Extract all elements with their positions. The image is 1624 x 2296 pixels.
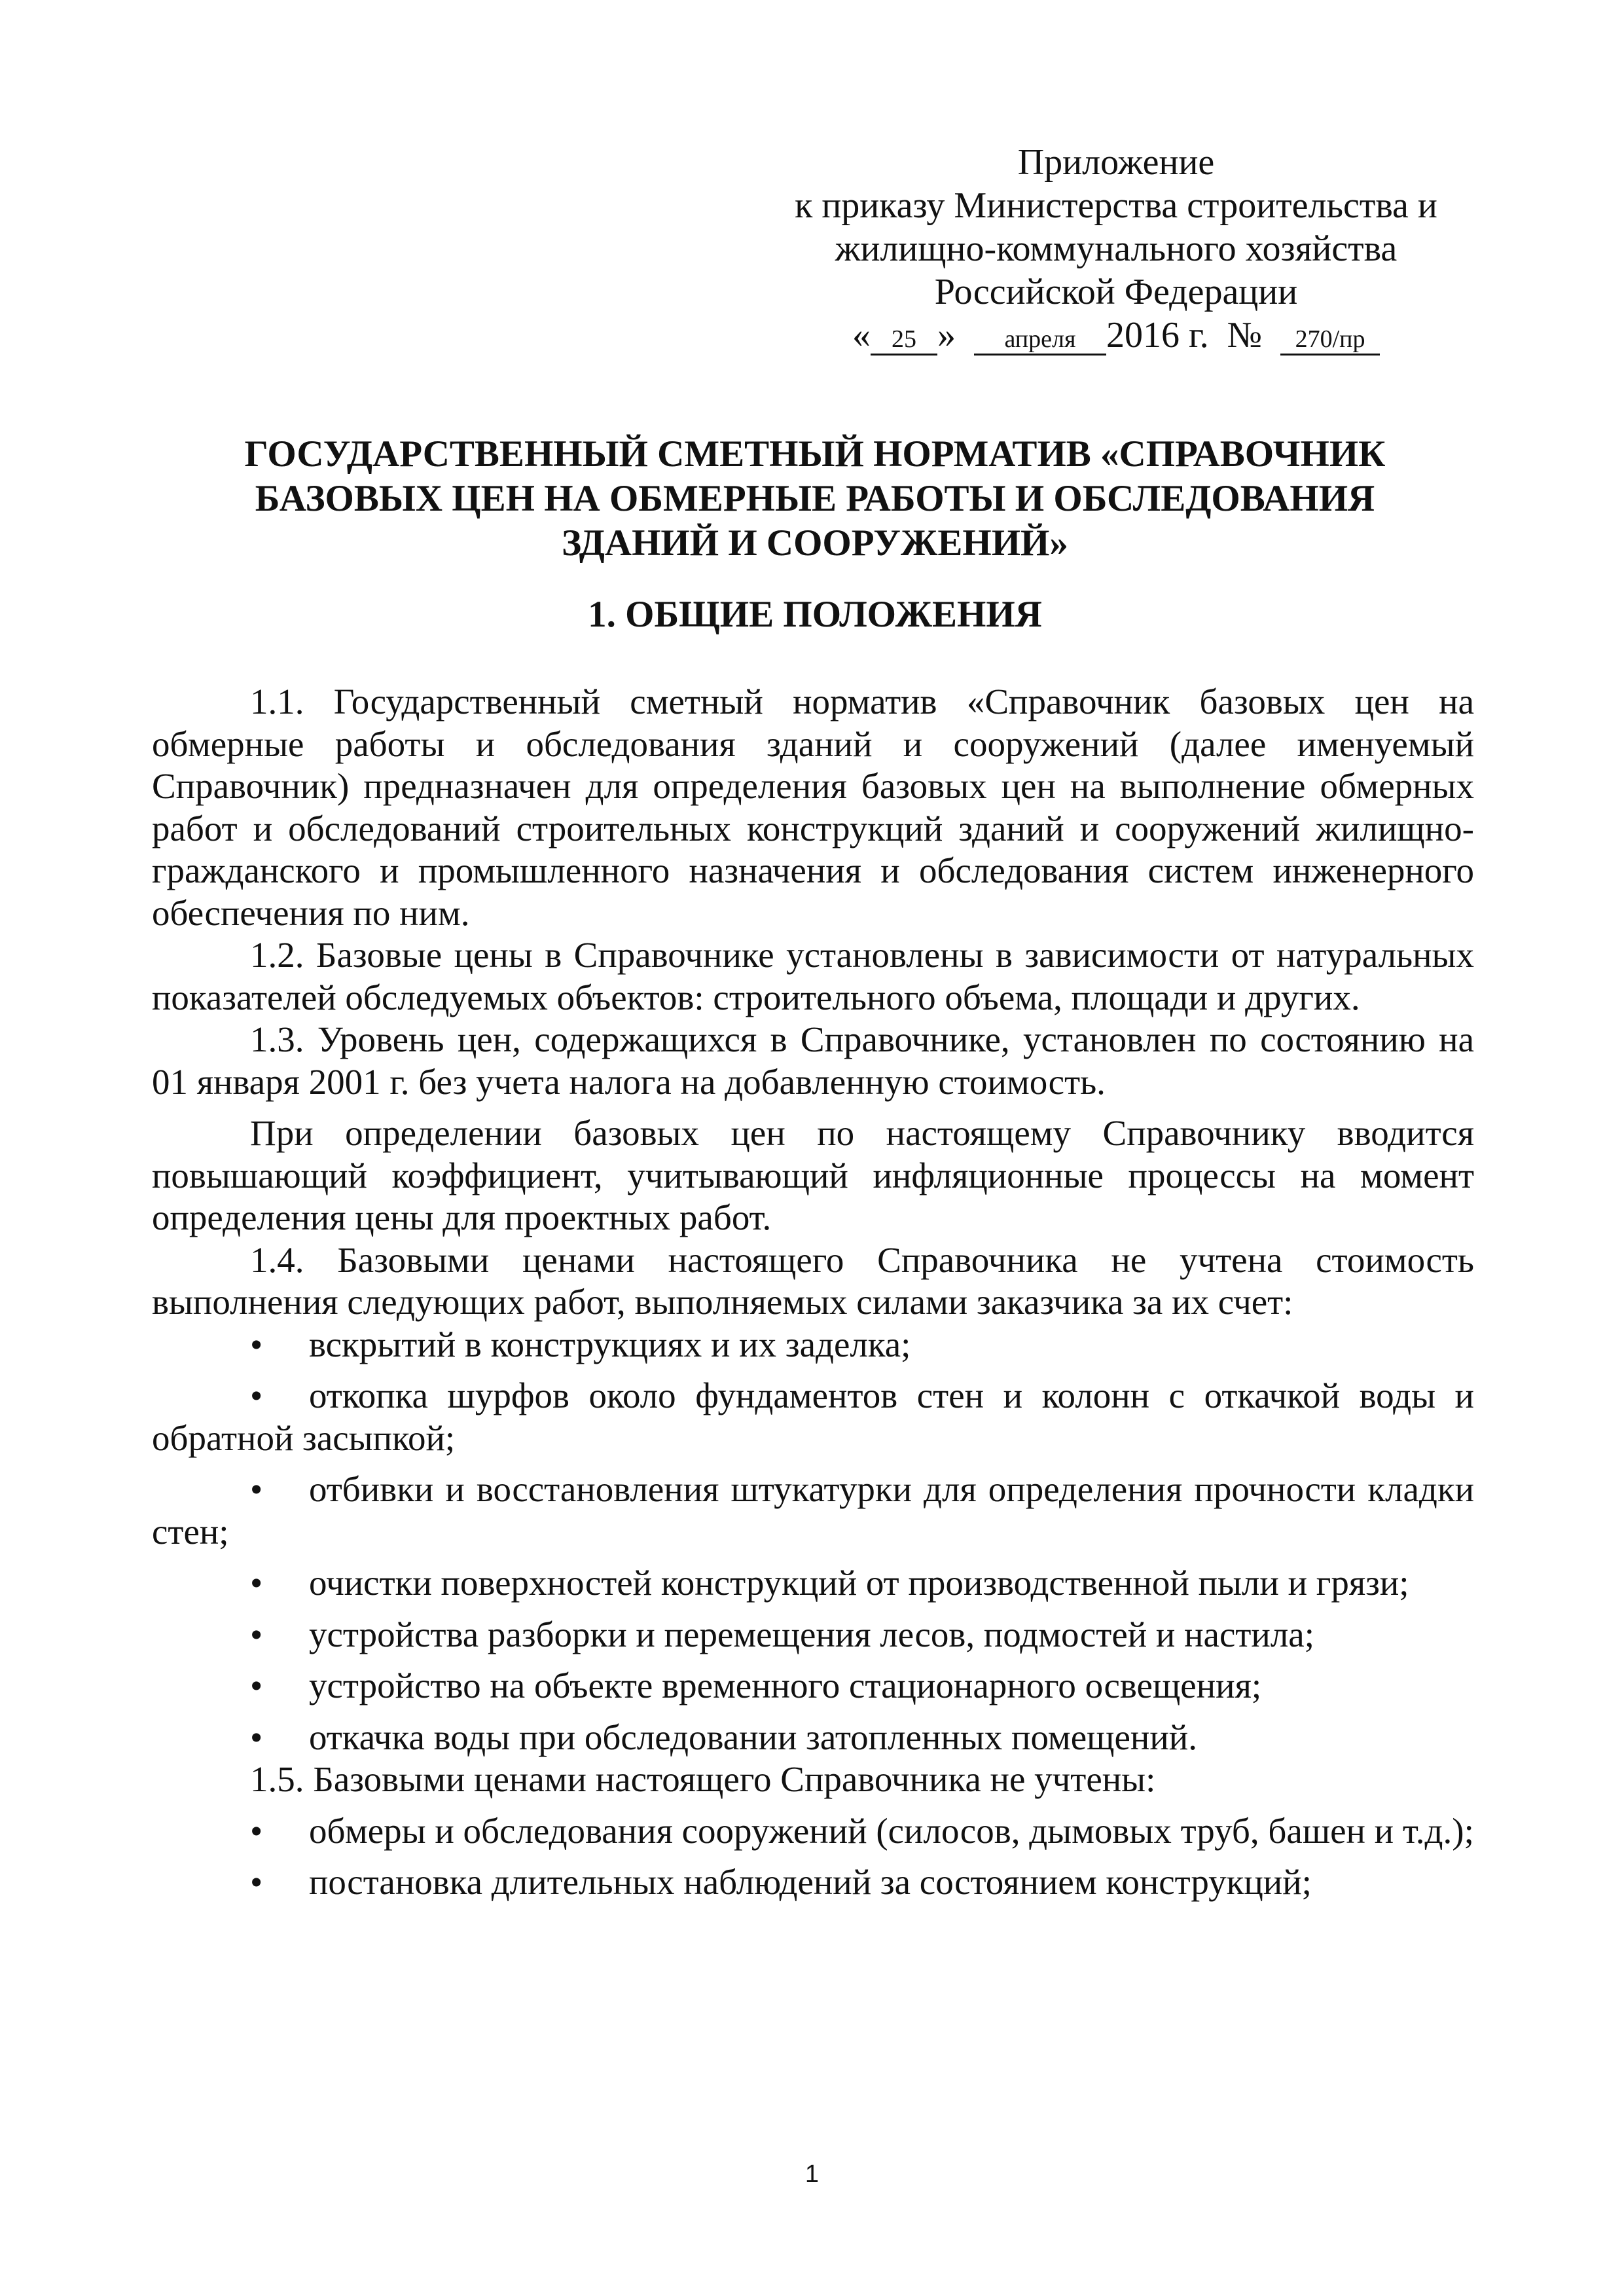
close-quote: » — [937, 315, 956, 355]
appendix-order-line: к приказу Министерства строительства и — [795, 185, 1437, 226]
bullet-icon: • — [250, 1324, 263, 1364]
bullet-icon: • — [250, 1862, 263, 1902]
document-body — [152, 681, 1474, 1904]
bullet-icon: • — [250, 1717, 263, 1757]
order-day: 25 — [871, 325, 937, 355]
list-item: • очистки поверхностей конструкций от производственной пыли и грязи; — [152, 1562, 1474, 1605]
paragraph-1-3: 1.3. Уровень цен, содержащихся в Справочнике, установлен по состоянию на 01 января 2001 г. без учета налога на добавленную стоимость. — [152, 1019, 1474, 1102]
paragraph-1-4: 1.4. Базовыми ценами настоящего Справочника не учтена стоимость выполнения следующих работ, выполняемых силами заказчика за их счет: — [152, 1239, 1474, 1322]
list-item: • откачка воды при обследовании затопленных помещений. — [152, 1717, 1474, 1759]
appendix-ministry-line: жилищно-коммунального хозяйства — [835, 228, 1398, 269]
title-line-2: БАЗОВЫХ ЦЕН НА ОБМЕРНЫЕ РАБОТЫ И ОБСЛЕДОВАНИЯ — [255, 478, 1375, 519]
list-item: • устройства разборки и перемещения лесов, подмостей и настила; — [152, 1614, 1474, 1656]
paragraph-1-2: 1.2. Базовые цены в Справочнике установлены в зависимости от натуральных показателей обследуемых объектов: строительного объема, площади и других. — [152, 935, 1474, 1017]
list-item: • откопка шурфов около фундаментов стен и колонн с откачкой воды и обратной засыпкой; — [152, 1376, 1474, 1458]
order-number: 270/пр — [1280, 325, 1380, 355]
appendix-title: Приложение — [1017, 142, 1215, 183]
paragraph-1-1: 1.1. Государственный сметный норматив «Справочник базовых цен на обмерные работы и обследования зданий и сооружений (далее именуемый Справочник) предназначен для определения базовых цен на выполнение обмерных работ и обследований строительных конструкций зданий и сооружений жилищно-гражданского и промышленного назначения и обследования систем инженерного обеспечения по ним. — [152, 682, 1474, 933]
open-quote: « — [852, 315, 871, 355]
page-number: 1 — [804, 2160, 820, 2188]
bullet-icon: • — [250, 1666, 263, 1705]
bullet-icon: • — [250, 1810, 263, 1851]
title-line-1: ГОСУДАРСТВЕННЫЙ СМЕТНЫЙ НОРМАТИВ «СПРАВОЧНИК — [244, 433, 1386, 475]
list-item: • постановка длительных наблюдений за состоянием конструкций; — [152, 1861, 1474, 1904]
document-title — [157, 432, 1473, 566]
section-heading: 1. ОБЩИЕ ПОЛОЖЕНИЯ — [588, 594, 1042, 635]
title-line-3: ЗДАНИЙ И СООРУЖЕНИЙ» — [562, 522, 1068, 564]
appendix-country-line: Российской Федерации — [934, 272, 1298, 312]
list-item: • вскрытий в конструкциях и их заделка; — [152, 1324, 1474, 1366]
number-sign: № — [1227, 315, 1263, 355]
paragraph-1-3-coefficient: При определении базовых цен по настоящему Справочнику вводится повышающий коэффициент, учитывающий инфляционные процессы на момент определения цены для проектных работ. — [152, 1113, 1474, 1237]
bullet-icon: • — [250, 1563, 263, 1603]
bullet-icon: • — [250, 1614, 263, 1654]
order-year: 2016 г. — [1106, 315, 1209, 355]
bullet-icon: • — [250, 1376, 263, 1415]
list-item: • устройство на объекте временного стационарного освещения; — [152, 1665, 1474, 1707]
order-month: апреля — [974, 325, 1106, 355]
appendix-date-line — [753, 314, 1479, 357]
paragraph-1-5: 1.5. Базовыми ценами настоящего Справочника не учтены: — [250, 1759, 1156, 1799]
list-item: • отбивки и восстановления штукатурки для определения прочности кладки стен; — [152, 1469, 1474, 1552]
bullet-icon: • — [250, 1469, 263, 1509]
list-item: • обмеры и обследования сооружений (силосов, дымовых труб, башен и т.д.); — [152, 1810, 1474, 1853]
appendix-header — [753, 141, 1479, 357]
